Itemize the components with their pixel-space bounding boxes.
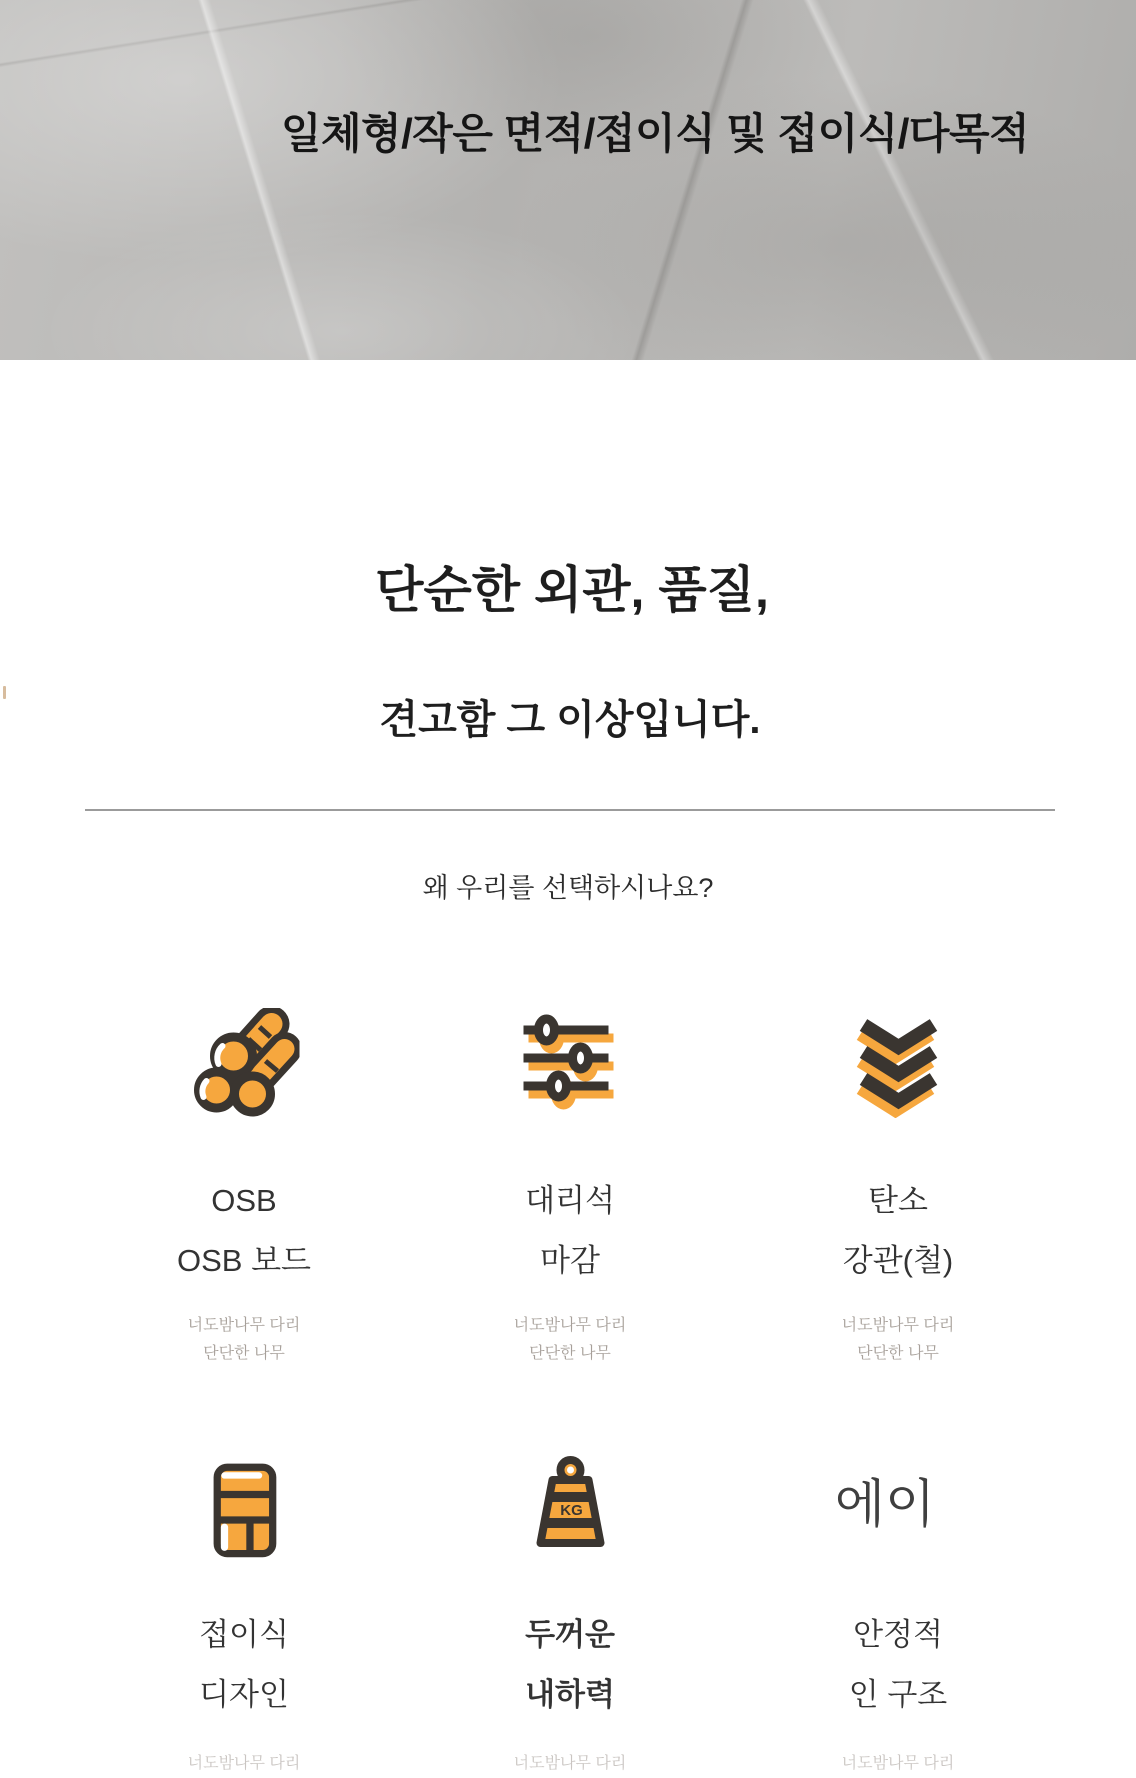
feature-title-line1: 두꺼운: [525, 1617, 615, 1652]
feature-title-folding: [199, 1605, 289, 1725]
weight-kg-icon: [513, 1452, 628, 1567]
feature-title-line2: 강관(철): [842, 1243, 954, 1278]
weight-kg-label: KG: [559, 1501, 583, 1519]
feature-title-line1: 안정적: [853, 1617, 943, 1652]
stray-mark: [3, 686, 6, 699]
headline-line2: 견고함 그 이상입니다.: [379, 698, 761, 742]
feature-title-line2: OSB 보드: [177, 1243, 311, 1278]
chevrons-down-graphic: [843, 1008, 953, 1118]
feature-title-line2: 내하력: [525, 1677, 615, 1712]
feature-subtext-clipped: [842, 1750, 955, 1778]
feature-title-load: [525, 1605, 615, 1725]
feature-subtext-line1: 너도밤나무 다리: [841, 1317, 955, 1334]
feature-subtext: [842, 1312, 955, 1368]
feature-subtext-line1: 너도밤나무 다리: [513, 1317, 627, 1334]
feature-subtext-line1: 너도밤나무 다리: [187, 1755, 301, 1772]
wood-logs-graphic: [189, 1008, 299, 1118]
feature-subtext-clipped: [188, 1750, 301, 1778]
wood-logs-icon: [187, 1005, 302, 1120]
folding-panel-icon: [187, 1452, 302, 1567]
feature-subtext-clipped: [514, 1750, 627, 1778]
weight-kg-graphic: [515, 1455, 625, 1565]
feature-subtext: [514, 1312, 627, 1368]
hero-title: 일체형/작은 면적/접이식 및 접이식/다목적: [280, 110, 1030, 157]
section-divider: [85, 809, 1055, 811]
feature-subtext-line2: 단단한 나무: [529, 1345, 611, 1362]
feature-title-line1: 접이식: [199, 1617, 289, 1652]
feature-subtext-line2: 단단한 나무: [857, 1345, 939, 1362]
section-question: 왜 우리를 선택하시나요?: [422, 873, 714, 903]
feature-subtext: [188, 1312, 301, 1368]
feature-subtext-line1: 너도밤나무 다리: [841, 1755, 955, 1772]
feature-icon-text: 에이: [834, 1476, 936, 1534]
feature-title-steel: [843, 1171, 953, 1291]
feature-subtext-line1: 너도밤나무 다리: [513, 1755, 627, 1772]
feature-title-osb: [177, 1171, 311, 1291]
sliders-icon: [513, 1005, 628, 1120]
feature-title-line1: 대리석: [525, 1183, 615, 1218]
sliders-graphic: [515, 1008, 625, 1118]
headline-line1: 단순한 외관, 품질,: [375, 562, 769, 618]
hero-banner: [0, 0, 1136, 360]
chevrons-down-icon: [841, 1005, 956, 1120]
feature-title-stable: [849, 1605, 947, 1725]
feature-title-line1: 탄소: [868, 1183, 928, 1218]
feature-title-line2: 마감: [540, 1243, 600, 1278]
feature-title-line2: 인 구조: [848, 1677, 948, 1712]
feature-title-line1: OSB: [211, 1183, 277, 1218]
feature-title-marble: [525, 1171, 615, 1291]
feature-subtext-line1: 너도밤나무 다리: [187, 1317, 301, 1334]
feature-subtext-line2: 단단한 나무: [203, 1345, 285, 1362]
folding-panel-graphic: [194, 1455, 294, 1565]
feature-title-line2: 디자인: [199, 1677, 289, 1712]
